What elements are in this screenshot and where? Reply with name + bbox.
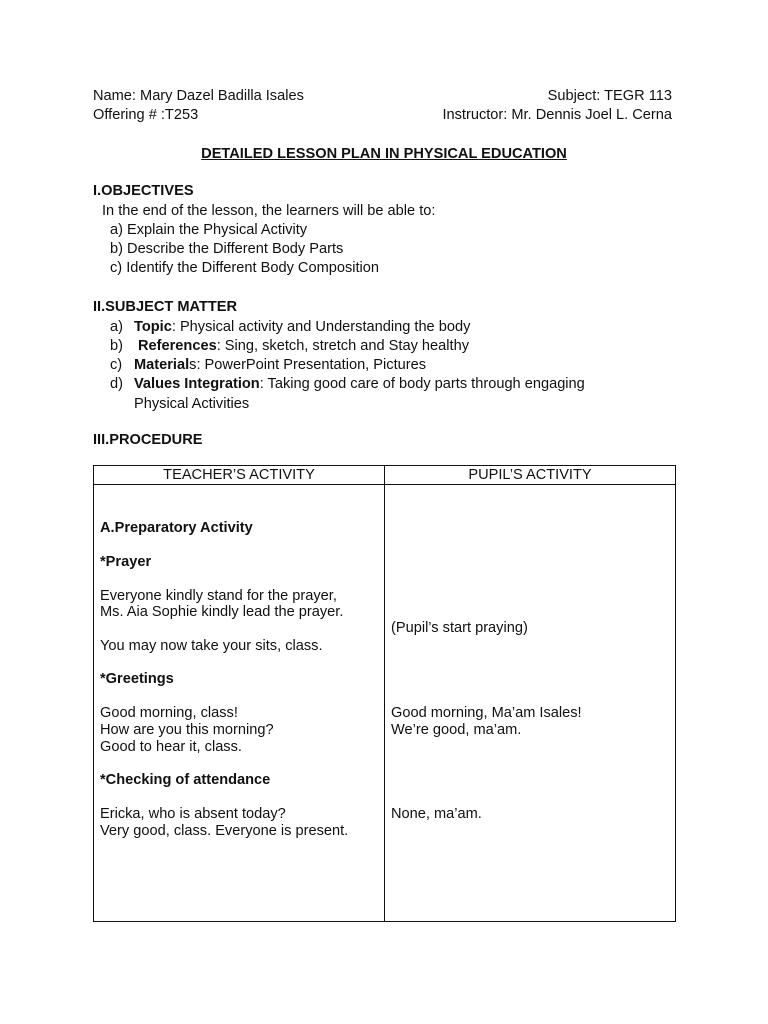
procedure-table [93, 465, 676, 922]
teacher-column-header: TEACHER’S ACTIVITY [94, 466, 385, 485]
teacher-line: Good to hear it, class. [100, 739, 242, 755]
greetings-heading: *Greetings [100, 671, 174, 687]
subject-label: Values Integration [134, 376, 260, 392]
pupil-line: Good morning, Ma’am Isales! [391, 705, 582, 721]
objective-item: b) Describe the Different Body Parts [110, 241, 344, 257]
teacher-line: You may now take your sits, class. [100, 638, 323, 654]
subject-item-references [138, 337, 469, 355]
pupil-cell [385, 485, 676, 922]
attendance-heading: *Checking of attendance [100, 772, 271, 788]
teacher-line: Everyone kindly stand for the prayer, [100, 588, 337, 604]
student-name: Name: Mary Dazel Badilla Isales [93, 88, 304, 104]
pupil-line: We’re good, ma’am. [391, 722, 522, 738]
objective-item: c) Identify the Different Body Composition [110, 260, 380, 276]
teacher-cell [94, 485, 385, 922]
subject-matter-heading: II.SUBJECT MATTER [93, 299, 238, 315]
table-header-row [94, 466, 676, 485]
objectives-heading: I.OBJECTIVES [93, 183, 194, 199]
subject-text: : Taking good care of body parts through engaging [259, 376, 585, 392]
preparatory-heading: A.Preparatory Activity [100, 520, 253, 536]
subject-letter: a) [110, 319, 123, 335]
subject-code: Subject: TEGR 113 [547, 88, 672, 104]
subject-item-materials [134, 356, 426, 374]
teacher-line: Good morning, class! [100, 705, 238, 721]
prayer-heading: *Prayer [100, 554, 152, 570]
subject-label: Material [134, 357, 190, 373]
pupil-line: (Pupil’s start praying) [391, 620, 528, 636]
objective-item: a) Explain the Physical Activity [110, 222, 308, 238]
subject-label: References [138, 338, 217, 354]
subject-item-values [134, 375, 585, 393]
subject-letter: d) [110, 376, 123, 392]
objectives-intro: In the end of the lesson, the learners will be able to: [102, 203, 436, 219]
subject-continuation: Physical Activities [134, 396, 250, 412]
subject-letter: b) [110, 338, 123, 354]
teacher-line: How are you this morning? [100, 722, 274, 738]
teacher-line: Very good, class. Everyone is present. [100, 823, 349, 839]
subject-label: Topic [134, 319, 172, 335]
teacher-line: Ms. Aia Sophie kindly lead the prayer. [100, 604, 344, 620]
subject-item-topic [134, 318, 470, 336]
procedure-heading: III.PROCEDURE [93, 432, 203, 448]
subject-text: : Sing, sketch, stretch and Stay healthy [216, 338, 469, 354]
document-title: DETAILED LESSON PLAN IN PHYSICAL EDUCATION [201, 146, 567, 162]
subject-text: : Physical activity and Understanding the body [171, 319, 471, 335]
instructor-name: Instructor: Mr. Dennis Joel L. Cerna [442, 107, 672, 123]
teacher-line: Ericka, who is absent today? [100, 806, 286, 822]
table-row [94, 485, 676, 922]
subject-letter: c) [110, 357, 123, 373]
pupil-line: None, ma’am. [391, 806, 482, 822]
subject-text: s: PowerPoint Presentation, Pictures [189, 357, 427, 373]
offering-number: Offering # :T253 [93, 107, 199, 123]
pupil-column-header: PUPIL’S ACTIVITY [385, 466, 676, 485]
